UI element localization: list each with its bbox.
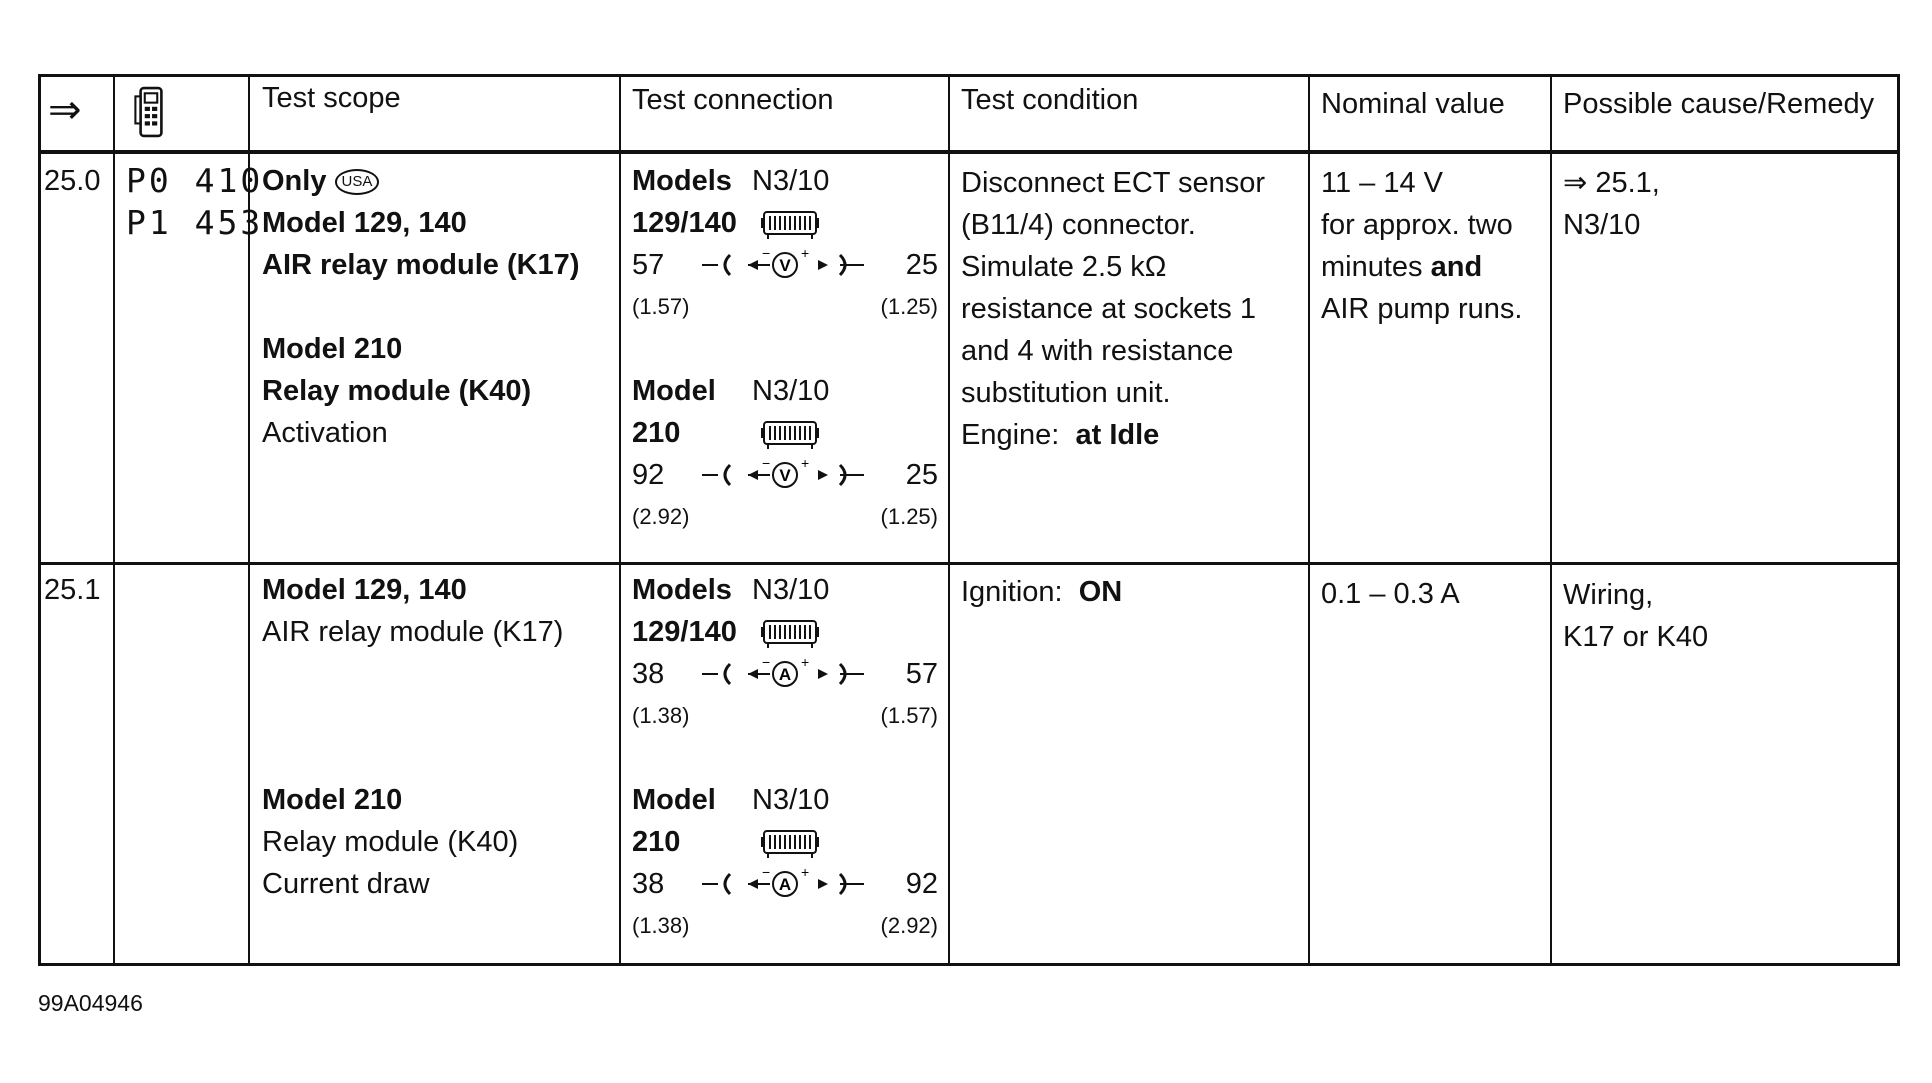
test-table: [38, 74, 1900, 966]
test-scope: [262, 160, 579, 454]
adapter-icon: [760, 210, 820, 240]
models-label: Models: [632, 165, 732, 197]
voltmeter-icon: [700, 460, 870, 490]
meter-letter: V: [779, 466, 791, 485]
remedy-line: K17 or K40: [1563, 621, 1709, 653]
nominal-value: 0.1 – 0.3 A: [1321, 578, 1460, 610]
header-test-connection: Test connection: [632, 84, 834, 116]
only-label: Only: [262, 165, 327, 197]
ammeter-icon: [700, 869, 870, 899]
usa-badge: USA: [335, 169, 380, 195]
models-label: Model: [632, 375, 716, 407]
remedy-line: N3/10: [1563, 209, 1641, 241]
engine-state: at Idle: [1075, 419, 1160, 451]
step-number: 25.1: [44, 574, 101, 606]
pin-right: 25: [905, 459, 938, 491]
models-value: 210: [632, 826, 681, 858]
meter-letter: A: [778, 875, 792, 894]
module-label: AIR relay module (K17): [262, 616, 564, 648]
engine-label: Engine:: [961, 419, 1060, 451]
models-label: Model: [632, 784, 716, 816]
model-label: Model 129, 140: [262, 574, 467, 606]
models-value: 129/140: [632, 207, 737, 239]
socket-right: (1.25): [880, 294, 938, 319]
svg-text:−: −: [762, 460, 771, 471]
unit-label: N3/10: [752, 165, 830, 197]
test-connection: [632, 160, 938, 538]
header-test-scope: Test scope: [262, 82, 401, 114]
ignition-state: ON: [1078, 576, 1123, 608]
voltmeter-icon: [700, 250, 870, 280]
socket-right: (2.92): [880, 913, 938, 938]
possible-cause: [1563, 574, 1708, 658]
models-value: 129/140: [632, 616, 737, 648]
nominal-line: minutes: [1321, 251, 1423, 283]
unit-label: N3/10: [752, 784, 830, 816]
fault-code: P0 410: [126, 161, 264, 200]
socket-left: (1.38): [632, 913, 690, 938]
svg-text:+: +: [801, 659, 810, 670]
test-scope: [262, 569, 563, 905]
module-label: Relay module (K40): [262, 826, 519, 858]
model-label: Model 210: [262, 333, 403, 365]
socket-left: (2.92): [632, 504, 690, 529]
adapter-icon: [760, 420, 820, 450]
pin-left: 57: [632, 249, 665, 281]
model-label: Model 129, 140: [262, 207, 467, 239]
condition-line: Disconnect ECT sensor: [961, 167, 1266, 199]
header-possible-cause: Possible cause/Remedy: [1563, 88, 1875, 120]
arrow-header: ⇒: [48, 88, 82, 132]
ignition-label: Ignition:: [961, 576, 1063, 608]
possible-cause: [1563, 162, 1660, 246]
models-value: 210: [632, 417, 681, 449]
unit-label: N3/10: [752, 375, 830, 407]
condition-line: resistance at sockets 1: [961, 293, 1256, 325]
pin-right: 92: [905, 868, 938, 900]
adapter-icon: [760, 619, 820, 649]
socket-right: (1.25): [880, 504, 938, 529]
svg-text:+: +: [801, 460, 810, 471]
module-label: Relay module (K40): [262, 375, 532, 407]
condition-line: (B11/4) connector.: [961, 209, 1196, 241]
action-label: Activation: [262, 417, 388, 449]
condition-line: Simulate 2.5 kΩ: [961, 251, 1167, 283]
meter-letter: V: [779, 256, 791, 275]
module-label: AIR relay module (K17): [262, 249, 580, 281]
svg-text:−: −: [762, 659, 771, 670]
test-connection: [632, 569, 938, 947]
remedy-line: ⇒ 25.1,: [1563, 167, 1660, 199]
fault-code: P1 453: [126, 203, 264, 242]
svg-text:−: −: [762, 869, 771, 880]
remedy-line: Wiring,: [1563, 579, 1654, 611]
header-nominal-value: Nominal value: [1321, 88, 1505, 120]
pin-right: 57: [905, 658, 938, 690]
unit-label: N3/10: [752, 574, 830, 606]
pin-left: 38: [632, 868, 665, 900]
ammeter-icon: [700, 659, 870, 689]
header-test-condition: Test condition: [961, 84, 1139, 116]
adapter-icon: [760, 829, 820, 859]
tester-icon: [134, 86, 168, 150]
nominal-line: for approx. two: [1321, 209, 1513, 241]
test-condition: [961, 571, 1122, 613]
meter-letter: A: [778, 665, 792, 684]
action-label: Current draw: [262, 868, 430, 900]
pin-left: 92: [632, 459, 665, 491]
svg-text:−: −: [762, 250, 771, 261]
nominal-emphasis: and: [1430, 251, 1483, 283]
socket-left: (1.57): [632, 294, 690, 319]
pin-right: 25: [905, 249, 938, 281]
condition-line: and 4 with resistance: [961, 335, 1234, 367]
nominal-line: AIR pump runs.: [1321, 293, 1523, 325]
svg-text:+: +: [801, 250, 810, 261]
nominal-line: 11 – 14 V: [1321, 167, 1444, 199]
figure-id: 99A04946: [38, 990, 143, 1016]
models-label: Models: [632, 574, 732, 606]
nominal-value: [1321, 162, 1522, 330]
socket-left: (1.38): [632, 703, 690, 728]
step-number: 25.0: [44, 165, 101, 197]
pin-left: 38: [632, 658, 665, 690]
model-label: Model 210: [262, 784, 403, 816]
svg-text:+: +: [801, 869, 810, 880]
test-condition: [961, 162, 1265, 456]
socket-right: (1.57): [880, 703, 938, 728]
condition-line: substitution unit.: [961, 377, 1171, 409]
